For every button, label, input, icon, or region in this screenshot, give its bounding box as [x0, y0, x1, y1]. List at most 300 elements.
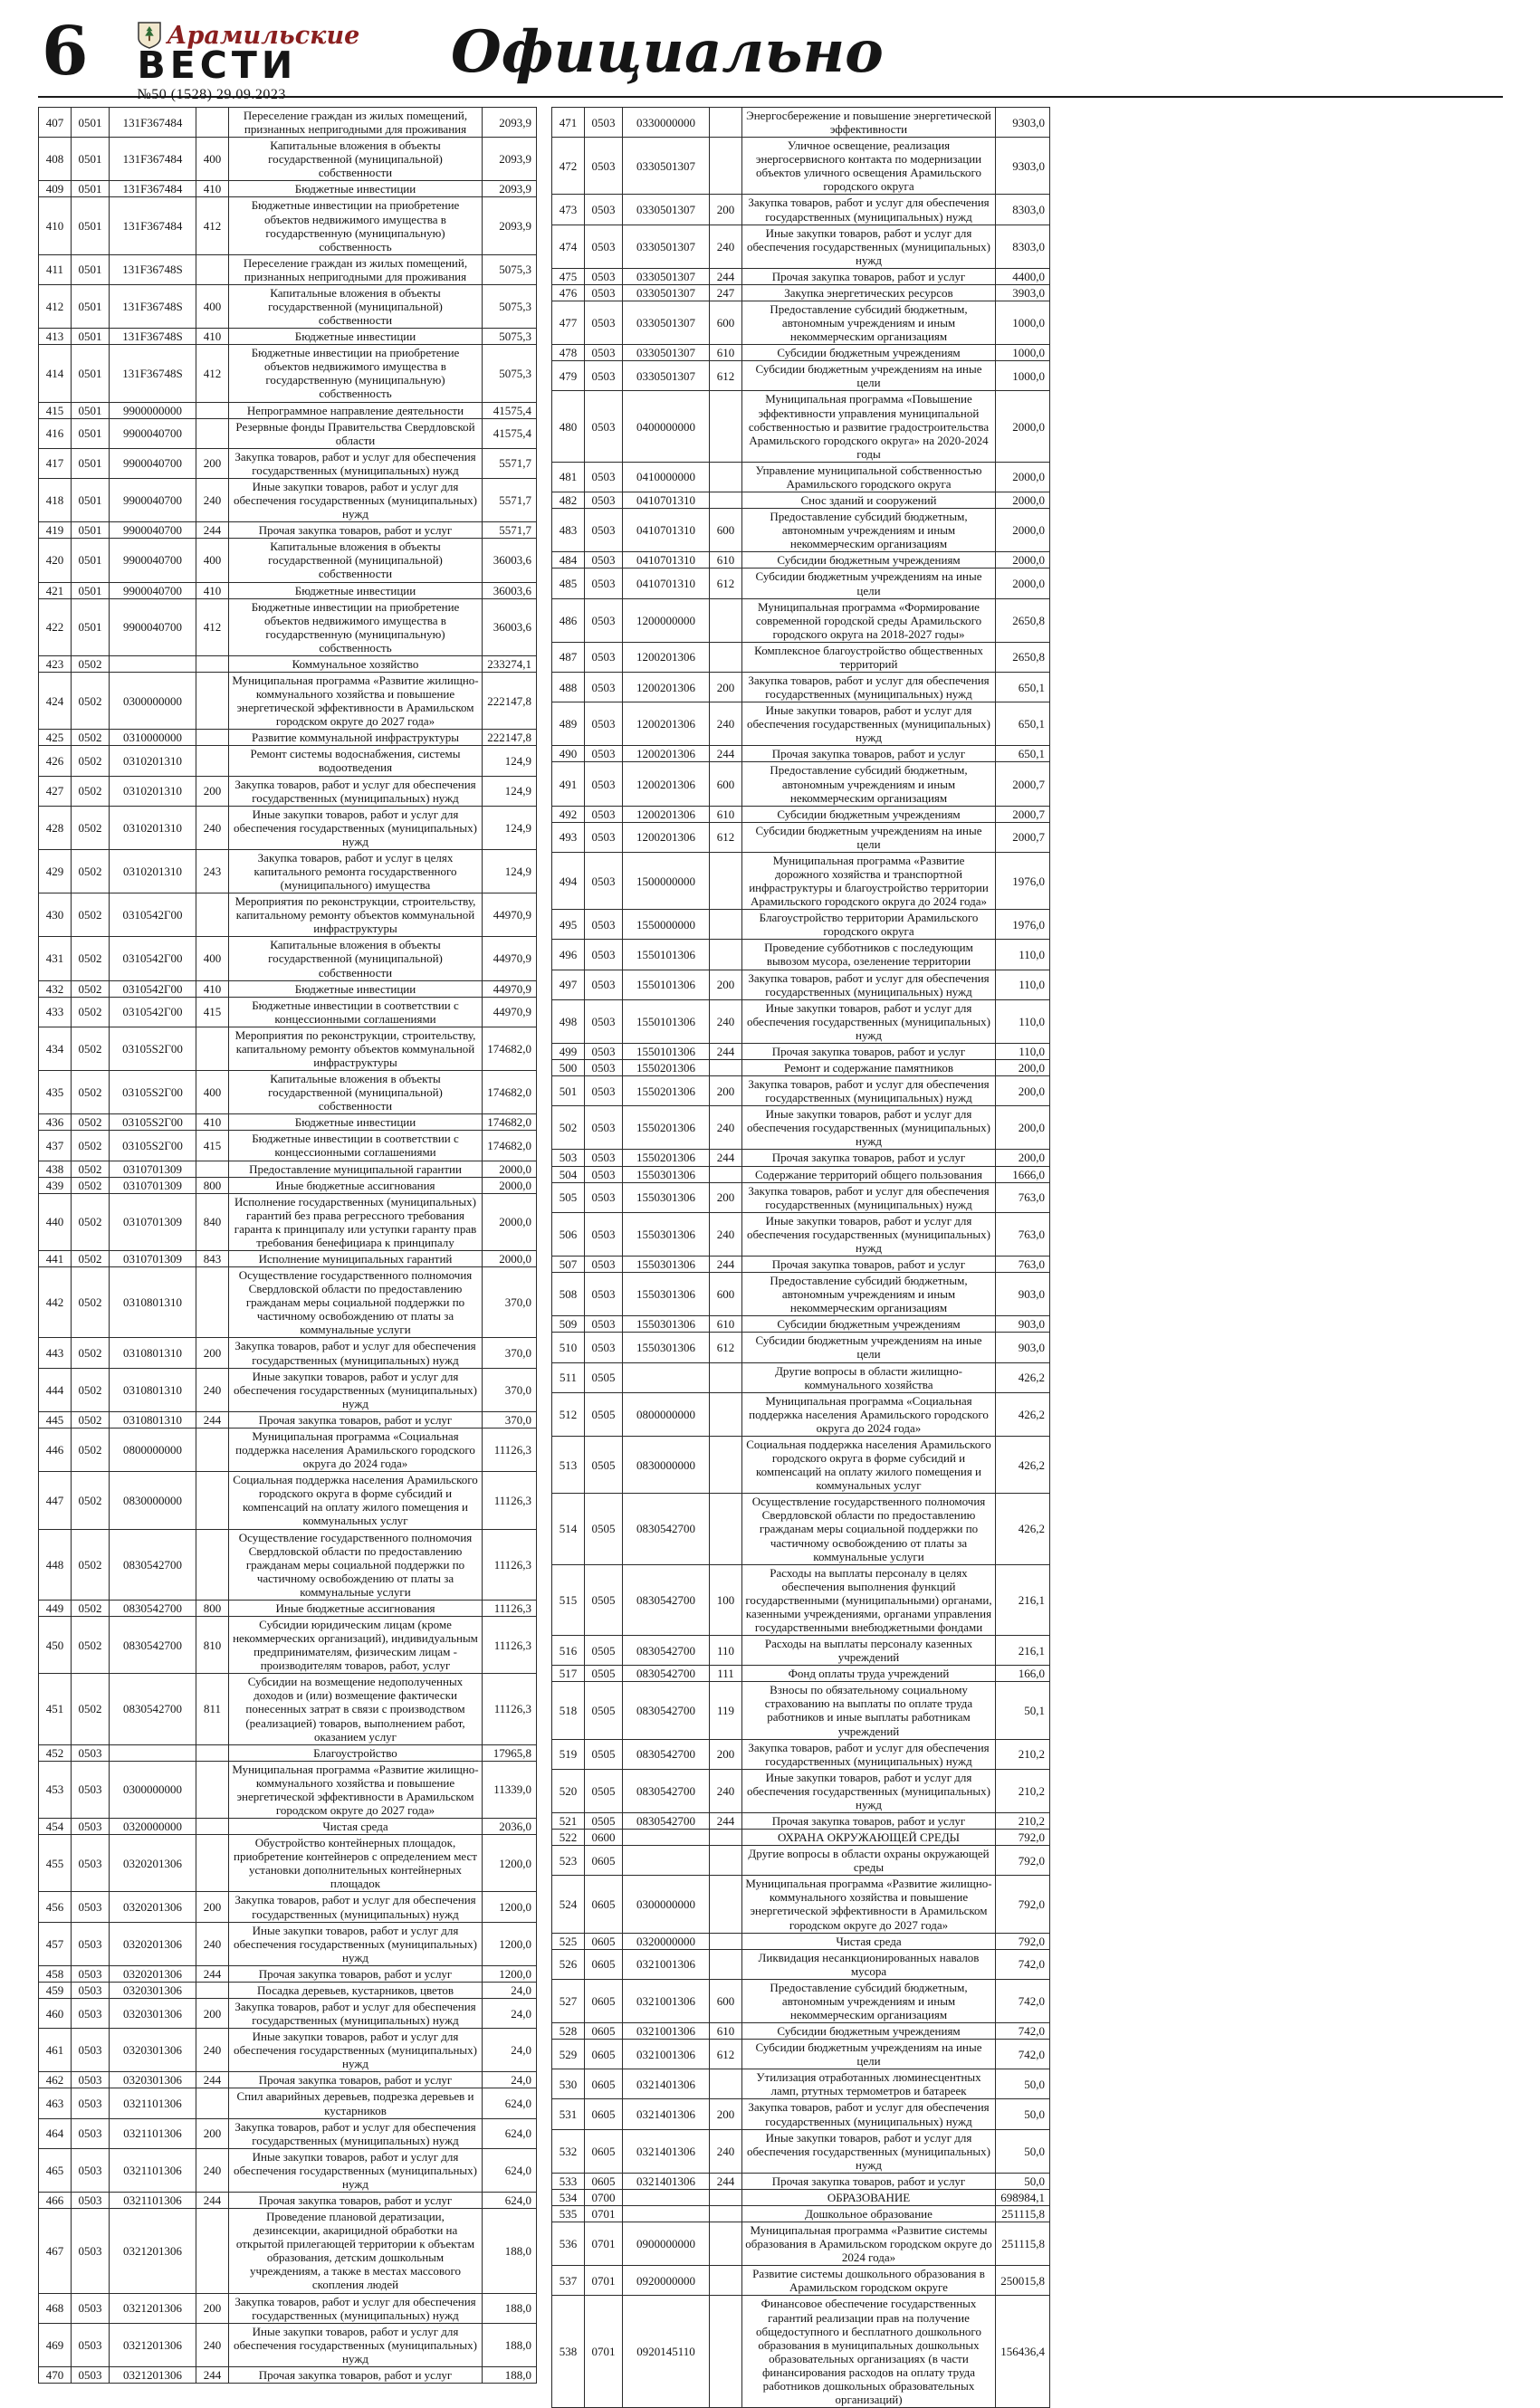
- amount: 4400,0: [996, 268, 1050, 284]
- amount: 50,1: [996, 1682, 1050, 1739]
- amount: 763,0: [996, 1257, 1050, 1273]
- table-row: [552, 2222, 1050, 2266]
- row-number: 532: [552, 2129, 585, 2173]
- amount: 216,1: [996, 1636, 1050, 1666]
- masthead-script-title: Арамильские: [167, 21, 360, 50]
- expense-type-code: 200: [196, 776, 229, 806]
- expense-type-code: 244: [710, 1150, 742, 1166]
- table-row: [552, 702, 1050, 746]
- target-article-code: 0310701309: [110, 1161, 196, 1177]
- target-article-code: 0310542Г00: [110, 980, 196, 997]
- expense-type-code: 400: [196, 539, 229, 582]
- target-article-code: 0310201310: [110, 776, 196, 806]
- expense-name: Закупка товаров, работ и услуг для обеспечения государственных (муниципальных) нужд: [229, 2293, 483, 2323]
- row-number: 430: [39, 893, 72, 937]
- table-row: [39, 448, 537, 478]
- row-number: 425: [39, 730, 72, 746]
- expense-type-code: [710, 2189, 742, 2205]
- amount: 166,0: [996, 1666, 1050, 1682]
- row-number: 418: [39, 478, 72, 521]
- section-code: 0503: [72, 2366, 110, 2383]
- row-number: 414: [39, 345, 72, 402]
- expense-name: Переселение граждан из жилых помещений, признанных непригодными для проживания: [229, 108, 483, 138]
- expense-name: Коммунальное хозяйство: [229, 655, 483, 672]
- row-number: 519: [552, 1739, 585, 1769]
- expense-type-code: [710, 1166, 742, 1182]
- section-code: 0502: [72, 1114, 110, 1131]
- amount: 24,0: [483, 1999, 537, 2029]
- section-code: 0503: [585, 1182, 623, 1212]
- expense-name: Мероприятия по реконструкции, строительству, капитальному ремонту объектов коммунальной инфраструктуры: [229, 1027, 483, 1070]
- row-number: 439: [39, 1177, 72, 1193]
- table-row: [552, 1739, 1050, 1769]
- section-code: 0503: [585, 569, 623, 598]
- expense-type-code: [710, 492, 742, 509]
- expense-type-code: 400: [196, 284, 229, 328]
- amount: 216,1: [996, 1564, 1050, 1635]
- row-number: 409: [39, 181, 72, 197]
- amount: 2000,7: [996, 762, 1050, 806]
- expense-type-code: [196, 2209, 229, 2293]
- expense-name: Прочая закупка товаров, работ и услуг: [229, 2193, 483, 2209]
- expense-name: Проведение плановой дератизации, дезинсекции, акарицидной обработки на открытой прилегающей территории к объектам образования, детским дошкольным учреждениям, а также в местах массового скопления людей: [229, 2209, 483, 2293]
- section-code: 0503: [72, 2209, 110, 2293]
- expense-name: Иные закупки товаров, работ и услуг для обеспечения государственных (муниципальных) нужд: [742, 1769, 996, 1812]
- table-row: [39, 730, 537, 746]
- target-article-code: 0830542700: [623, 1739, 710, 1769]
- row-number: 413: [39, 329, 72, 345]
- row-number: 415: [39, 402, 72, 418]
- expense-name: Ремонт и содержание памятников: [742, 1060, 996, 1076]
- target-article-code: 1200201306: [623, 642, 710, 672]
- row-number: 500: [552, 1060, 585, 1076]
- table-row: [552, 1830, 1050, 1846]
- table-row: [39, 1368, 537, 1411]
- row-number: 443: [39, 1338, 72, 1368]
- row-number: 488: [552, 672, 585, 702]
- expense-name: Прочая закупка товаров, работ и услуг: [742, 2173, 996, 2189]
- amount: 2000,7: [996, 822, 1050, 852]
- expense-name: Закупка товаров, работ и услуг в целях капитального ремонта государственного (муниципального) имущества: [229, 849, 483, 893]
- table-row: [39, 2148, 537, 2192]
- expense-name: Развитие системы дошкольного образования в Арамильском городском округе: [742, 2266, 996, 2296]
- expense-type-code: 410: [196, 1114, 229, 1131]
- row-number: 412: [39, 284, 72, 328]
- expense-name: Осуществление государственного полномочия Свердловской области по предоставлению гражданам меры социальной поддержки по частичному освобождению от платы за коммунальные услуги: [742, 1494, 996, 1564]
- row-number: 456: [39, 1892, 72, 1922]
- section-code: 0503: [585, 284, 623, 301]
- expense-name: Закупка товаров, работ и услуг для обеспечения государственных (муниципальных) нужд: [229, 776, 483, 806]
- table-row: [552, 361, 1050, 391]
- expense-type-code: 410: [196, 980, 229, 997]
- expense-name: Комплексное благоустройство общественных территорий: [742, 642, 996, 672]
- section-code: 0501: [72, 582, 110, 598]
- amount: 763,0: [996, 1212, 1050, 1256]
- table-row: [552, 1150, 1050, 1166]
- expense-name: Социальная поддержка населения Арамильского городского округа в форме субсидий и компенсаций на оплату жилого помещения и коммунальных услуг: [742, 1436, 996, 1493]
- amount: 792,0: [996, 1830, 1050, 1846]
- section-code: 0502: [72, 655, 110, 672]
- expense-name: Закупка товаров, работ и услуг для обеспечения государственных (муниципальных) нужд: [742, 1739, 996, 1769]
- section-code: 0502: [72, 1071, 110, 1114]
- row-number: 499: [552, 1043, 585, 1059]
- expense-type-code: [196, 1744, 229, 1761]
- amount: 2000,0: [483, 1251, 537, 1267]
- table-row: [552, 1933, 1050, 1949]
- section-code: 0501: [72, 254, 110, 284]
- target-article-code: 0400000000: [623, 391, 710, 462]
- amount: 650,1: [996, 672, 1050, 702]
- table-row: [552, 1979, 1050, 2022]
- expense-type-code: 600: [710, 509, 742, 552]
- target-article-code: 1550301306: [623, 1273, 710, 1316]
- section-code: 0503: [585, 1316, 623, 1333]
- expense-type-code: [710, 2069, 742, 2099]
- expense-name: Взносы по обязательному социальному страхованию на выплаты по оплате труда работников и иные выплаты работникам учреждений: [742, 1682, 996, 1739]
- table-row: [39, 1193, 537, 1250]
- target-article-code: 0830542700: [623, 1812, 710, 1829]
- section-code: 0502: [72, 730, 110, 746]
- table-row: [552, 2296, 1050, 2408]
- table-row: [39, 1892, 537, 1922]
- amount: 11126,3: [483, 1600, 537, 1616]
- expense-type-code: [196, 254, 229, 284]
- section-code: 0502: [72, 1428, 110, 1471]
- table-row: [39, 2072, 537, 2088]
- expense-type-code: [196, 108, 229, 138]
- amount: 903,0: [996, 1316, 1050, 1333]
- row-number: 440: [39, 1193, 72, 1250]
- table-row: [39, 2029, 537, 2072]
- section-code: 0502: [72, 746, 110, 776]
- table-row: [552, 2266, 1050, 2296]
- amount: 5075,3: [483, 284, 537, 328]
- target-article-code: 0830542700: [623, 1494, 710, 1564]
- expense-name: Бюджетные инвестиции на приобретение объектов недвижимого имущества в государственную (муниципальную) собственность: [229, 345, 483, 402]
- amount: 2093,9: [483, 197, 537, 254]
- target-article-code: 0320301306: [110, 1982, 196, 1998]
- expense-name: Субсидии бюджетным учреждениям: [742, 1316, 996, 1333]
- target-article-code: 0300000000: [110, 1761, 196, 1818]
- expense-type-code: 244: [196, 522, 229, 539]
- expense-type-code: 111: [710, 1666, 742, 1682]
- section-code: 0501: [72, 418, 110, 448]
- expense-type-code: [710, 2266, 742, 2296]
- target-article-code: 0920145110: [623, 2296, 710, 2408]
- section-code: 0503: [585, 822, 623, 852]
- expense-name: Муниципальная программа «Развитие жилищно-коммунального хозяйства и повышение энергетической эффективности в Арамильском городском округе до 2027 года»: [229, 1761, 483, 1818]
- amount: 233274,1: [483, 655, 537, 672]
- amount: 9303,0: [996, 108, 1050, 138]
- amount: 792,0: [996, 1933, 1050, 1949]
- row-number: 462: [39, 2072, 72, 2088]
- section-code: 0503: [585, 361, 623, 391]
- table-row: [39, 893, 537, 937]
- amount: 9303,0: [996, 138, 1050, 195]
- table-row: [39, 1131, 537, 1161]
- row-number: 448: [39, 1529, 72, 1600]
- expense-type-code: [710, 2206, 742, 2222]
- expense-type-code: 200: [196, 2293, 229, 2323]
- table-row: [39, 997, 537, 1027]
- table-row: [39, 1071, 537, 1114]
- expense-type-code: 244: [710, 2173, 742, 2189]
- amount: 624,0: [483, 2193, 537, 2209]
- table-row: [552, 2099, 1050, 2129]
- table-row: [552, 1812, 1050, 1829]
- budget-table-right: [551, 107, 1050, 2408]
- target-article-code: 1200201306: [623, 806, 710, 822]
- expense-name: Посадка деревьев, кустарников, цветов: [229, 1982, 483, 1998]
- section-code: 0502: [72, 1267, 110, 1338]
- expense-name: Муниципальная программа «Развитие системы образования в Арамильском городском округе до 2024 года»: [742, 2222, 996, 2266]
- expense-type-code: 811: [196, 1674, 229, 1744]
- expense-name: Субсидии на возмещение недополученных доходов и (или) возмещение фактически понесенных затрат в связи с производством (реализацией) товаров, выполнением работ, оказанием услуг: [229, 1674, 483, 1744]
- section-code: 0501: [72, 108, 110, 138]
- expense-type-code: 200: [196, 2118, 229, 2148]
- section-code: 0502: [72, 1600, 110, 1616]
- expense-type-code: [196, 1161, 229, 1177]
- target-article-code: 0300000000: [623, 1876, 710, 1933]
- target-article-code: [110, 655, 196, 672]
- amount: 17965,8: [483, 1744, 537, 1761]
- row-number: 506: [552, 1212, 585, 1256]
- amount: 1200,0: [483, 1835, 537, 1892]
- target-article-code: 0321201306: [110, 2209, 196, 2293]
- table-row: [39, 2193, 537, 2209]
- table-row: [39, 2293, 537, 2323]
- expense-type-code: [710, 642, 742, 672]
- expense-type-code: [196, 1472, 229, 1529]
- amount: 36003,6: [483, 582, 537, 598]
- expense-name: Муниципальная программа «Развитие дорожного хозяйства и транспортной инфраструктуры и благоустройство территории Арамильского городского округа до 2024 года»: [742, 852, 996, 909]
- target-article-code: 0830542700: [110, 1674, 196, 1744]
- table-row: [39, 329, 537, 345]
- row-number: 420: [39, 539, 72, 582]
- expense-name: Прочая закупка товаров, работ и услуг: [229, 2366, 483, 2383]
- expense-type-code: 200: [710, 1182, 742, 1212]
- section-code: 0503: [585, 999, 623, 1043]
- expense-type-code: 810: [196, 1616, 229, 1673]
- amount: 624,0: [483, 2118, 537, 2148]
- table-row: [552, 509, 1050, 552]
- expense-name: Снос зданий и сооружений: [742, 492, 996, 509]
- expense-type-code: [710, 910, 742, 940]
- target-article-code: 9900040700: [110, 448, 196, 478]
- expense-name: Субсидии бюджетным учреждениям: [742, 2023, 996, 2040]
- table-row: [39, 2209, 537, 2293]
- expense-type-code: 244: [710, 268, 742, 284]
- expense-name: Дошкольное образование: [742, 2206, 996, 2222]
- table-row: [552, 1682, 1050, 1739]
- expense-type-code: 410: [196, 329, 229, 345]
- table-row: [39, 284, 537, 328]
- expense-name: Иные закупки товаров, работ и услуг для обеспечения государственных (муниципальных) нужд: [229, 2029, 483, 2072]
- amount: 124,9: [483, 776, 537, 806]
- amount: 210,2: [996, 1739, 1050, 1769]
- table-row: [39, 1027, 537, 1070]
- amount: 174682,0: [483, 1114, 537, 1131]
- section-code: 0501: [72, 448, 110, 478]
- amount: 2000,7: [996, 806, 1050, 822]
- expense-type-code: [196, 1529, 229, 1600]
- expense-name: Субсидии бюджетным учреждениям на иные цели: [742, 361, 996, 391]
- section-code: 0501: [72, 539, 110, 582]
- table-row: [39, 598, 537, 655]
- amount: 5571,7: [483, 522, 537, 539]
- expense-type-code: 612: [710, 569, 742, 598]
- section-code: 0701: [585, 2222, 623, 2266]
- section-code: 0505: [585, 1739, 623, 1769]
- expense-type-code: 244: [196, 2366, 229, 2383]
- target-article-code: 0310000000: [110, 730, 196, 746]
- row-number: 529: [552, 2040, 585, 2069]
- amount: 200,0: [996, 1076, 1050, 1106]
- expense-name: Прочая закупка товаров, работ и услуг: [742, 268, 996, 284]
- table-row: [39, 582, 537, 598]
- amount: 11126,3: [483, 1428, 537, 1471]
- expense-type-code: 600: [710, 301, 742, 345]
- expense-name: Чистая среда: [742, 1933, 996, 1949]
- section-code: 0505: [585, 1636, 623, 1666]
- section-code: 0600: [585, 1830, 623, 1846]
- expense-type-code: 244: [196, 1965, 229, 1982]
- amount: 5075,3: [483, 329, 537, 345]
- section-code: 0503: [72, 2088, 110, 2118]
- table-row: [39, 1835, 537, 1892]
- table-row: [39, 522, 537, 539]
- row-number: 498: [552, 999, 585, 1043]
- table-row: [552, 1392, 1050, 1436]
- expense-type-code: 400: [196, 1071, 229, 1114]
- row-number: 450: [39, 1616, 72, 1673]
- target-article-code: 0321101306: [110, 2118, 196, 2148]
- table-row: [552, 2129, 1050, 2173]
- section-code: 0503: [72, 1761, 110, 1818]
- expense-name: Утилизация отработанных люминесцентных ламп, ртутных термометров и батареек: [742, 2069, 996, 2099]
- expense-name: Иные закупки товаров, работ и услуг для обеспечения государственных (муниципальных) нужд: [229, 1368, 483, 1411]
- row-number: 503: [552, 1150, 585, 1166]
- table-row: [39, 1616, 537, 1673]
- expense-name: Муниципальная программа «Повышение эффективности управления муниципальной собственностью и развитие градостроительства Арамильского городского округа» на 2020-2024 годы: [742, 391, 996, 462]
- expense-type-code: 244: [710, 1812, 742, 1829]
- target-article-code: 03105S2Г00: [110, 1071, 196, 1114]
- section-code: 0701: [585, 2266, 623, 2296]
- target-article-code: 131F36748S: [110, 284, 196, 328]
- expense-type-code: 200: [196, 1999, 229, 2029]
- target-article-code: [623, 1830, 710, 1846]
- amount: 2093,9: [483, 181, 537, 197]
- row-number: 419: [39, 522, 72, 539]
- target-article-code: 1200201306: [623, 702, 710, 746]
- expense-type-code: 240: [710, 225, 742, 268]
- row-number: 528: [552, 2023, 585, 2040]
- expense-name: Прочая закупка товаров, работ и услуг: [229, 2072, 483, 2088]
- expense-name: Закупка энергетических ресурсов: [742, 284, 996, 301]
- table-row: [39, 1965, 537, 1982]
- amount: 41575,4: [483, 402, 537, 418]
- expense-name: Прочая закупка товаров, работ и услуг: [742, 1043, 996, 1059]
- amount: 624,0: [483, 2148, 537, 2192]
- expense-type-code: 240: [196, 1922, 229, 1965]
- amount: 2000,0: [996, 391, 1050, 462]
- expense-type-code: 612: [710, 822, 742, 852]
- expense-name: Закупка товаров, работ и услуг для обеспечения государственных (муниципальных) нужд: [229, 1338, 483, 1368]
- expense-name: Ремонт системы водоснабжения, системы водоотведения: [229, 746, 483, 776]
- expense-name: Закупка товаров, работ и услуг для обеспечения государственных (муниципальных) нужд: [742, 1182, 996, 1212]
- expense-name: Иные закупки товаров, работ и услуг для обеспечения государственных (муниципальных) нужд: [229, 1922, 483, 1965]
- section-code: 0505: [585, 1812, 623, 1829]
- row-number: 461: [39, 2029, 72, 2072]
- expense-name: Предоставление субсидий бюджетным, автономным учреждениям и иным некоммерческим организациям: [742, 301, 996, 345]
- amount: 44970,9: [483, 980, 537, 997]
- section-code: 0502: [72, 1193, 110, 1250]
- expense-name: Бюджетные инвестиции: [229, 181, 483, 197]
- row-number: 407: [39, 108, 72, 138]
- expense-name: Муниципальная программа «Развитие жилищно-коммунального хозяйства и повышение энергетической эффективности в Арамильском городском округе до 2027 года»: [229, 672, 483, 729]
- amount: 2650,8: [996, 642, 1050, 672]
- amount: 24,0: [483, 2029, 537, 2072]
- row-number: 442: [39, 1267, 72, 1338]
- amount: 200,0: [996, 1106, 1050, 1150]
- expense-name: Субсидии бюджетным учреждениям на иные цели: [742, 2040, 996, 2069]
- row-number: 438: [39, 1161, 72, 1177]
- expense-type-code: 800: [196, 1600, 229, 1616]
- amount: 2000,0: [483, 1161, 537, 1177]
- target-article-code: 131F367484: [110, 197, 196, 254]
- expense-name: Переселение граждан из жилых помещений, признанных непригодными для проживания: [229, 254, 483, 284]
- expense-type-code: 200: [710, 195, 742, 225]
- target-article-code: 0310701309: [110, 1193, 196, 1250]
- amount: 2093,9: [483, 108, 537, 138]
- expense-type-code: [196, 672, 229, 729]
- expense-type-code: 610: [710, 806, 742, 822]
- section-code: 0503: [585, 852, 623, 909]
- expense-type-code: 240: [710, 1106, 742, 1150]
- row-number: 481: [552, 462, 585, 492]
- row-number: 466: [39, 2193, 72, 2209]
- expense-name: Иные закупки товаров, работ и услуг для обеспечения государственных (муниципальных) нужд: [229, 806, 483, 849]
- row-number: 473: [552, 195, 585, 225]
- target-article-code: 0330501307: [623, 361, 710, 391]
- section-code: 0503: [585, 970, 623, 999]
- section-code: 0503: [72, 2118, 110, 2148]
- expense-type-code: 244: [710, 746, 742, 762]
- target-article-code: 0830542700: [623, 1666, 710, 1682]
- table-row: [39, 980, 537, 997]
- target-article-code: 1550101306: [623, 1043, 710, 1059]
- row-number: 512: [552, 1392, 585, 1436]
- expense-type-code: [196, 1761, 229, 1818]
- expense-name: Осуществление государственного полномочия Свердловской области по предоставлению гражданам меры социальной поддержки по частичному освобождению от платы за коммунальные услуги: [229, 1529, 483, 1600]
- expense-type-code: 244: [196, 2193, 229, 2209]
- expense-type-code: 840: [196, 1193, 229, 1250]
- row-number: 459: [39, 1982, 72, 1998]
- expense-name: Капитальные вложения в объекты государственной (муниципальной) собственности: [229, 1071, 483, 1114]
- table-row: [39, 1529, 537, 1600]
- target-article-code: 0830542700: [110, 1616, 196, 1673]
- target-article-code: [623, 2206, 710, 2222]
- target-article-code: 1550301306: [623, 1166, 710, 1182]
- expense-name: Управление муниципальной собственностью Арамильского городского округа: [742, 462, 996, 492]
- target-article-code: 9900040700: [110, 539, 196, 582]
- table-row: [39, 1744, 537, 1761]
- table-row: [552, 806, 1050, 822]
- row-number: 513: [552, 1436, 585, 1493]
- target-article-code: 0321101306: [110, 2193, 196, 2209]
- expense-type-code: 200: [196, 1892, 229, 1922]
- expense-name: Расходы на выплаты персоналу казенных учреждений: [742, 1636, 996, 1666]
